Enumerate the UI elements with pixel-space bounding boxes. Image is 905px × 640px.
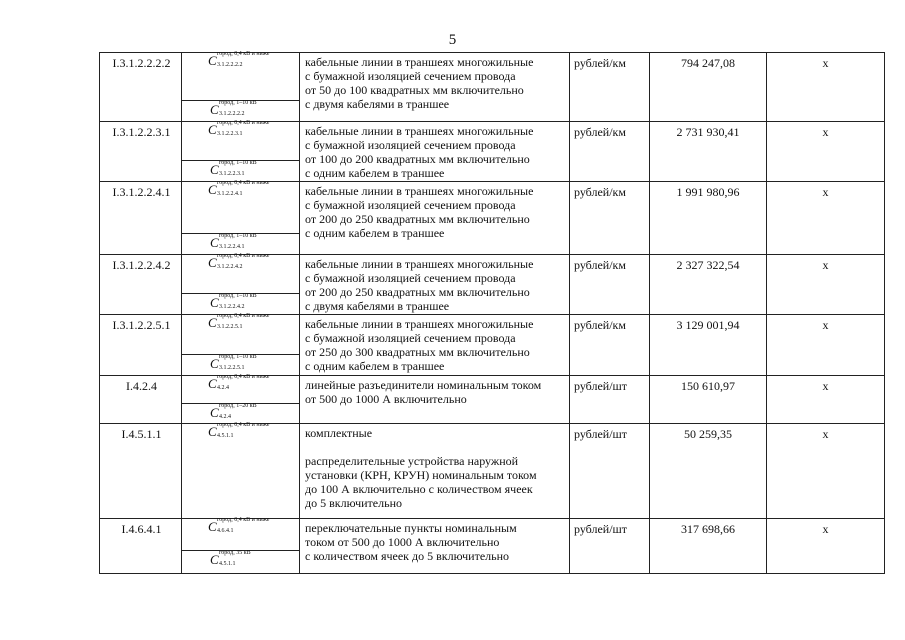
description-line: кабельные линии в траншеях многожильные bbox=[305, 124, 534, 138]
formula-symbol: C bbox=[208, 182, 217, 197]
formula-top bbox=[182, 122, 299, 160]
row-unit: рублей/шт bbox=[570, 519, 650, 574]
formula-symbol: C bbox=[210, 356, 219, 371]
formula-cell bbox=[182, 376, 300, 424]
formula-subscript: 3.1.2.2.4.1 bbox=[217, 191, 243, 197]
formula-subscript: 3.1.2.2.4.2 bbox=[217, 264, 243, 270]
formula-symbol: C bbox=[210, 552, 219, 567]
row-code bbox=[100, 182, 182, 255]
formula-subscript: 3.1.2.2.3.1 bbox=[217, 131, 243, 137]
description-line: с бумажной изоляцией сечением провода bbox=[305, 138, 516, 152]
formula-top bbox=[182, 255, 299, 293]
description-line: от 500 до 1000 А включительно bbox=[305, 392, 467, 406]
formula-bottom bbox=[182, 293, 299, 314]
row-mark: х bbox=[767, 182, 885, 255]
formula-bottom bbox=[182, 403, 299, 423]
formula-symbol: C bbox=[210, 295, 219, 310]
row-price: 794 247,08 bbox=[650, 53, 767, 122]
description-line: с одним кабелем в траншее bbox=[305, 359, 445, 373]
page-number: 5 bbox=[448, 32, 457, 48]
formula-low-voltage bbox=[208, 253, 295, 270]
description-line: от 250 до 300 квадратных мм включительно bbox=[305, 345, 530, 359]
formula-symbol: C bbox=[208, 255, 217, 270]
row-mark: х bbox=[767, 255, 885, 315]
formula-symbol: C bbox=[208, 315, 217, 330]
formula-low-voltage bbox=[208, 120, 295, 137]
formula-bottom bbox=[182, 233, 299, 254]
formula-low-voltage bbox=[208, 180, 295, 197]
description-line: с бумажной изоляцией сечением провода bbox=[305, 198, 516, 212]
formula-symbol: C bbox=[208, 122, 217, 137]
formula-high-voltage bbox=[210, 293, 297, 310]
row-unit: рублей/км bbox=[570, 315, 650, 376]
formula-bottom bbox=[182, 160, 299, 181]
formula-cell bbox=[182, 182, 300, 255]
description-line: от 200 до 250 квадратных мм включительно bbox=[305, 212, 530, 226]
row-description bbox=[300, 315, 570, 376]
formula-subscript: 4.5.1.1 bbox=[217, 433, 234, 439]
formula-superscript: город, 1–10 кВ bbox=[219, 293, 257, 299]
row-description bbox=[300, 182, 570, 255]
formula-stack bbox=[182, 182, 299, 254]
description-line: от 200 до 250 квадратных мм включительно bbox=[305, 285, 530, 299]
description-line: с бумажной изоляцией сечением провода bbox=[305, 271, 516, 285]
formula-stack bbox=[182, 122, 299, 181]
formula-top bbox=[182, 315, 299, 354]
row-description bbox=[300, 424, 570, 519]
formula-subscript: 4.5.1.1 bbox=[219, 561, 236, 567]
row-code-text: I.3.1.2.2.4.2 bbox=[112, 258, 171, 272]
row-code-text: I.3.1.2.2.4.1 bbox=[112, 185, 171, 199]
row-description bbox=[300, 376, 570, 424]
formula-subscript: 3.1.2.2.4.2 bbox=[219, 304, 245, 310]
description-line: от 50 до 100 квадратных мм включительно bbox=[305, 83, 524, 97]
formula-symbol: C bbox=[210, 102, 219, 117]
description-line: комплектные bbox=[305, 426, 373, 440]
row-code bbox=[100, 519, 182, 574]
formula-superscript: город, 0,4 кВ и ниже bbox=[217, 313, 270, 319]
formula-superscript: город, 0,4 кВ и ниже bbox=[217, 517, 270, 523]
row-mark: х bbox=[767, 315, 885, 376]
formula-cell bbox=[182, 519, 300, 574]
formula-superscript: город, 1–10 кВ bbox=[219, 233, 257, 239]
row-description bbox=[300, 519, 570, 574]
formula-subscript: 3.1.2.2.2.2 bbox=[219, 111, 245, 117]
formula-symbol: C bbox=[210, 405, 219, 420]
formula-symbol: C bbox=[208, 53, 217, 68]
row-price: 2 731 930,41 bbox=[650, 122, 767, 182]
formula-stack bbox=[182, 376, 299, 423]
row-price: 50 259,35 bbox=[650, 424, 767, 519]
description-line: с одним кабелем в траншее bbox=[305, 166, 445, 180]
formula-superscript: город, 0,4 кВ и ниже bbox=[217, 51, 270, 57]
row-unit: рублей/км bbox=[570, 122, 650, 182]
formula-stack bbox=[182, 255, 299, 314]
table-row bbox=[100, 424, 885, 519]
formula-superscript: город, 0,4 кВ и ниже bbox=[217, 180, 270, 186]
description-line: с бумажной изоляцией сечением провода bbox=[305, 331, 516, 345]
description-line: с двумя кабелями в траншее bbox=[305, 299, 450, 313]
formula-high-voltage bbox=[210, 354, 297, 371]
formula-low-voltage bbox=[208, 422, 295, 439]
row-mark: х bbox=[767, 376, 885, 424]
formula-low-voltage bbox=[208, 517, 295, 534]
formula-bottom bbox=[182, 354, 299, 375]
formula-subscript: 3.1.2.2.2.2 bbox=[217, 62, 243, 68]
formula-stack bbox=[182, 315, 299, 375]
formula-top bbox=[182, 182, 299, 233]
table-row bbox=[100, 255, 885, 315]
formula-subscript: 4.6.4.1 bbox=[217, 528, 234, 534]
formula-symbol: C bbox=[210, 162, 219, 177]
description-line: линейные разъединители номинальным током bbox=[305, 378, 542, 392]
table-row bbox=[100, 182, 885, 255]
row-unit: рублей/км bbox=[570, 53, 650, 122]
row-code-text: I.4.2.4 bbox=[126, 379, 157, 393]
row-price: 2 327 322,54 bbox=[650, 255, 767, 315]
formula-low-voltage bbox=[208, 51, 295, 68]
row-unit: рублей/шт bbox=[570, 376, 650, 424]
table-row bbox=[100, 519, 885, 574]
formula-high-voltage bbox=[210, 550, 297, 567]
row-code-text: I.3.1.2.2.5.1 bbox=[112, 318, 171, 332]
description-line: кабельные линии в траншеях многожильные bbox=[305, 257, 534, 271]
description-line: током от 500 до 1000 А включительно bbox=[305, 535, 500, 549]
formula-superscript: город, 0,4 кВ и ниже bbox=[217, 253, 270, 259]
formula-top bbox=[182, 519, 299, 550]
description-line: от 100 до 200 квадратных мм включительно bbox=[305, 152, 530, 166]
formula-low-voltage bbox=[208, 313, 295, 330]
row-price: 3 129 001,94 bbox=[650, 315, 767, 376]
row-mark: х bbox=[767, 424, 885, 519]
row-unit: рублей/шт bbox=[570, 424, 650, 519]
formula-bottom bbox=[182, 550, 299, 573]
row-unit: рублей/км bbox=[570, 182, 650, 255]
formula-subscript: 3.1.2.2.4.1 bbox=[219, 244, 245, 250]
formula-subscript: 3.1.2.2.5.1 bbox=[217, 324, 243, 330]
description-line: кабельные линии в траншеях многожильные bbox=[305, 184, 534, 198]
formula-high-voltage bbox=[210, 403, 297, 420]
row-price: 150 610,97 bbox=[650, 376, 767, 424]
row-code bbox=[100, 315, 182, 376]
description-line: с двумя кабелями в траншее bbox=[305, 97, 450, 111]
description-line: с количеством ячеек до 5 включительно bbox=[305, 549, 510, 563]
formula-stack bbox=[182, 424, 299, 518]
row-description bbox=[300, 122, 570, 182]
row-mark: х bbox=[767, 53, 885, 122]
row-code bbox=[100, 255, 182, 315]
formula-cell bbox=[182, 315, 300, 376]
row-mark: х bbox=[767, 122, 885, 182]
formula-superscript: город, 1–10 кВ bbox=[219, 160, 257, 166]
formula-top bbox=[182, 53, 299, 100]
description-line: кабельные линии в траншеях многожильные bbox=[305, 55, 534, 69]
formula-superscript: город, 0,4 кВ и ниже bbox=[217, 422, 270, 428]
formula-symbol: C bbox=[208, 376, 217, 391]
formula-symbol: C bbox=[208, 424, 217, 439]
row-code bbox=[100, 122, 182, 182]
row-unit: рублей/км bbox=[570, 255, 650, 315]
formula-high-voltage bbox=[210, 160, 297, 177]
formula-cell bbox=[182, 255, 300, 315]
description-line: с бумажной изоляцией сечением провода bbox=[305, 69, 516, 83]
formula-superscript: город, 0,4 кВ и ниже bbox=[217, 120, 270, 126]
row-code-text: I.3.1.2.2.3.1 bbox=[112, 125, 171, 139]
description-line: кабельные линии в траншеях многожильные bbox=[305, 317, 534, 331]
formula-subscript: 3.1.2.2.5.1 bbox=[219, 365, 245, 371]
formula-stack bbox=[182, 53, 299, 121]
description-line: установки (КРН, КРУН) номинальным током bbox=[305, 468, 537, 482]
formula-stack bbox=[182, 519, 299, 573]
formula-superscript: город, 0,4 кВ и ниже bbox=[217, 374, 270, 380]
row-code-text: I.3.1.2.2.2.2 bbox=[112, 56, 171, 70]
row-code bbox=[100, 53, 182, 122]
row-description bbox=[300, 53, 570, 122]
formula-bottom bbox=[182, 100, 299, 121]
formula-subscript: 4.2.4 bbox=[219, 414, 231, 420]
formula-subscript: 4.2.4 bbox=[217, 385, 229, 391]
tariff-table bbox=[99, 52, 885, 574]
description-line: до 100 А включительно с количеством ячеек bbox=[305, 482, 533, 496]
formula-cell bbox=[182, 53, 300, 122]
formula-superscript: город, 35 кВ bbox=[219, 550, 251, 556]
description-line bbox=[305, 440, 566, 454]
row-mark: х bbox=[767, 519, 885, 574]
row-price: 1 991 980,96 bbox=[650, 182, 767, 255]
table-row bbox=[100, 315, 885, 376]
formula-cell bbox=[182, 424, 300, 519]
row-code-text: I.4.6.4.1 bbox=[121, 522, 162, 536]
row-code bbox=[100, 424, 182, 519]
formula-superscript: город, 1–10 кВ bbox=[219, 354, 257, 360]
formula-low-voltage bbox=[208, 374, 295, 391]
formula-symbol: C bbox=[208, 519, 217, 534]
description-line: переключательные пункты номинальным bbox=[305, 521, 517, 535]
formula-top bbox=[182, 424, 299, 518]
formula-high-voltage bbox=[210, 100, 297, 117]
formula-superscript: город, 1–10 кВ bbox=[219, 100, 257, 106]
formula-subscript: 3.1.2.2.3.1 bbox=[219, 171, 245, 177]
formula-cell bbox=[182, 122, 300, 182]
description-line: до 5 включительно bbox=[305, 496, 403, 510]
formula-high-voltage bbox=[210, 233, 297, 250]
row-code-text: I.4.5.1.1 bbox=[121, 427, 162, 441]
description-line: распределительные устройства наружной bbox=[305, 454, 519, 468]
table-row bbox=[100, 122, 885, 182]
table-row bbox=[100, 376, 885, 424]
table-row bbox=[100, 53, 885, 122]
row-description bbox=[300, 255, 570, 315]
row-price: 317 698,66 bbox=[650, 519, 767, 574]
description-line: с одним кабелем в траншее bbox=[305, 226, 445, 240]
formula-top bbox=[182, 376, 299, 403]
formula-superscript: город, 1–20 кВ bbox=[219, 403, 257, 409]
row-code bbox=[100, 376, 182, 424]
formula-symbol: C bbox=[210, 235, 219, 250]
